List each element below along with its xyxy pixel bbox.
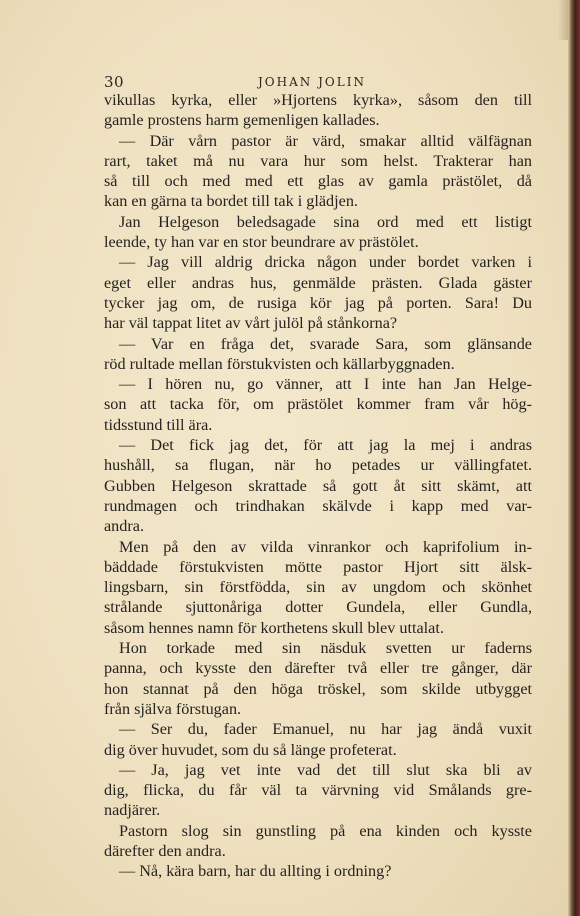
text-line: strålande sjuttonåriga dotter Gundela, eller Gundla, — [104, 598, 532, 617]
text-line: vikullas kyrka, eller »Hjortens kyrka», såsom den till — [104, 91, 532, 109]
text-line: — I hören nu, go vänner, att I inte han Jan Helge- — [119, 375, 532, 394]
text-line: — Det fick jag det, för att jag la mej i andras — [119, 436, 532, 455]
text-line: så till och med med ett glas av gamla prästölet, då — [104, 172, 532, 191]
text-line: därefter den andra. — [104, 841, 226, 860]
text-line: — Nå, kära barn, har du allting i ordning? — [119, 862, 392, 881]
text-line: tidsstund till ära. — [104, 415, 213, 434]
text-line: Men på den av vilda vinrankor och kaprifolium in- — [119, 537, 532, 556]
body-text — [104, 90, 532, 882]
text-line: — Ja, jag vet inte vad det till slut ska bli av — [119, 760, 532, 779]
text-line: från själva förstugan. — [104, 699, 242, 718]
text-line: röd rultade mellan förstukvisten och källarbyggnaden. — [104, 354, 455, 373]
text-line: Jan Helgeson beledsagade sina ord med ett listigt — [119, 212, 532, 231]
text-line: — Där vårn pastor är värd, smakar alltid välfägnan — [119, 131, 532, 150]
text-line: gamle prostens harm gemenligen kallades. — [104, 111, 380, 130]
text-line: såsom hennes namn för korthetens skull blev uttalat. — [104, 618, 444, 637]
text-line: Gubben Helgeson skrattade så gott åt sitt skämt, att — [104, 476, 532, 495]
text-line: — Var en fråga det, svarade Sara, som glänsande — [119, 334, 532, 353]
text-line: leende, ty han var en stor beundrare av prästölet. — [104, 233, 419, 252]
text-line: Hon torkade med sin näsduk svetten ur faderns — [119, 639, 532, 658]
text-line: bäddade förstukvisten mötte pastor Hjort sitt älsk- — [104, 557, 532, 576]
running-head: JOHAN JOLIN — [258, 75, 366, 89]
text-line: andra. — [104, 517, 144, 536]
text-line: hushåll, sa flugan, när ho petades ur vällingfatet. — [104, 456, 532, 475]
text-line: dig, flicka, du får väl ta värvning vid Smålands gre- — [104, 781, 532, 800]
text-line: kan en gärna ta bordet till tak i glädjen. — [104, 192, 358, 211]
text-line: panna, och kysste den därefter två eller tre gånger, där — [104, 659, 532, 678]
text-line: nadjärer. — [104, 801, 161, 820]
text-line: — Jag vill aldrig dricka någon under bordet varken i — [119, 253, 532, 272]
text-line: dig över huvudet, som du så länge profeterat. — [104, 740, 397, 759]
text-line: eget eller andras hus, genmälde prästen. Glada gäster — [104, 273, 532, 292]
text-line: Pastorn slog sin gunstling på ena kinden och kysste — [119, 821, 532, 840]
text-line: son att tacka för, om prästölet kommer fram vår hög- — [104, 395, 532, 414]
page-edge-shadow — [558, 0, 568, 40]
text-line: lingsbarn, sin förstfödda, sin av ungdom och skönhet — [104, 578, 532, 597]
text-line: rart, taket må nu vara hur som helst. Trakterar han — [104, 151, 532, 170]
book-binding-edge — [568, 0, 580, 916]
text-line: tycker jag om, de rusiga kör jag på porten. Sara! Du — [104, 293, 532, 312]
page-number: 30 — [104, 73, 125, 91]
text-line: rundmagen och trindhakan skälvde i kapp med var- — [104, 496, 532, 515]
text-line: — Ser du, fader Emanuel, nu har jag ändå vuxit — [119, 720, 532, 739]
text-line: hon stannat på den höga tröskel, som skilde utbygget — [104, 679, 532, 698]
text-line: har väl tappat litet av vårt julöl på stånkorna? — [104, 314, 398, 333]
